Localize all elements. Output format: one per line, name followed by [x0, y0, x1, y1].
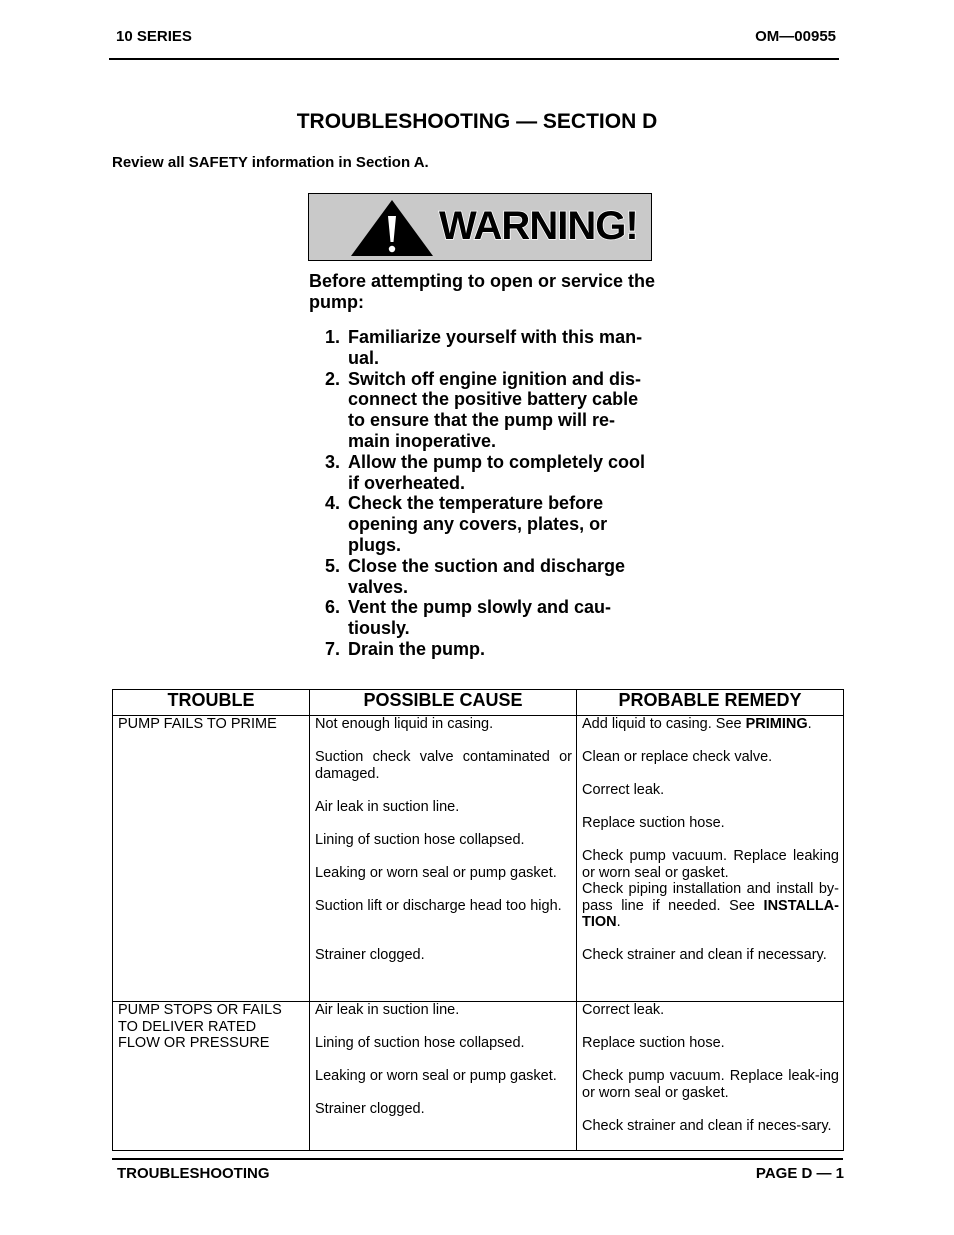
cause-item: Suction check valve contaminated or damaged. [315, 749, 572, 782]
cause-item: Suction lift or discharge head too high. [315, 897, 562, 914]
header-series: 10 SERIES [116, 28, 192, 45]
remedy-text: Correct leak. [582, 1002, 665, 1018]
trouble-cell: PUMP STOPS OR FAILS TO DELIVER RATED FLOW OR PRESSURE [113, 1002, 310, 1151]
cause-item: Air leak in suction line. [315, 798, 460, 815]
cause-item: Air leak in suction line. [315, 1002, 460, 1018]
remedy-item [582, 782, 839, 799]
remedy-text-end: . [616, 914, 621, 930]
review-note: Review all SAFETY information in Section A. [112, 154, 429, 171]
table-header-row [113, 690, 844, 716]
warning-step-number: 6. [325, 597, 341, 618]
warning-intro: Before attempting to open or service the pump: [309, 271, 656, 312]
remedy-item [582, 881, 839, 931]
remedy-section-reference: PRIMING [745, 716, 808, 732]
remedy-section-reference: INSTALLA-TION [582, 897, 839, 930]
cause-item: Lining of suction hose collapsed. [315, 1035, 525, 1051]
remedy-item [582, 947, 839, 964]
warning-banner [308, 193, 652, 261]
remedy-text: Add liquid to casing. See [582, 716, 746, 732]
warning-step-text: Drain the pump. [348, 638, 486, 659]
warning-step [309, 327, 669, 369]
warning-step-number: 7. [325, 638, 341, 659]
footer-rule [112, 1158, 843, 1160]
remedy-cell [577, 1002, 844, 1151]
cause-cell [310, 716, 577, 1002]
table-row [113, 716, 844, 1002]
remedy-item [582, 815, 839, 832]
warning-step-text: Close the suction and discharge valves. [348, 555, 626, 597]
warning-triangle-icon [349, 198, 435, 258]
warning-step-number: 4. [325, 493, 341, 514]
cause-item: Lining of suction hose collapsed. [315, 831, 525, 848]
header-possible-cause: POSSIBLE CAUSE [310, 690, 577, 716]
warning-step-number: 5. [325, 555, 341, 576]
remedy-item [582, 1035, 839, 1052]
cause-item: Not enough liquid in casing. [315, 716, 494, 732]
trouble-cell: PUMP FAILS TO PRIME [113, 716, 310, 1002]
cause-item: Leaking or worn seal or pump gasket. [315, 1068, 557, 1084]
cause-item: Strainer clogged. [315, 1101, 425, 1117]
warning-step-number: 1. [325, 327, 341, 347]
cause-item: Leaking or worn seal or pump gasket. [315, 864, 557, 881]
remedy-item [582, 716, 839, 733]
warning-step [309, 639, 669, 660]
warning-step [309, 452, 669, 494]
remedy-item [582, 848, 839, 881]
warning-word: WARNING! [439, 204, 638, 248]
warning-step-text: Switch off engine ignition and dis- connect the positive battery cable to ensure that the pump will re- main inoperative. [348, 368, 641, 451]
warning-steps [309, 327, 669, 660]
remedy-text: Replace suction hose. [582, 815, 725, 831]
remedy-text: Check piping installation and install by-pass line if needed. See [582, 881, 839, 914]
warning-step [309, 556, 669, 598]
cause-item: Strainer clogged. [315, 947, 425, 963]
header-probable-remedy: PROBABLE REMEDY [577, 690, 844, 716]
warning-step-text: Familiarize yourself with this man- ual. [348, 327, 643, 368]
remedy-text: Clean or replace check valve. [582, 749, 773, 765]
warning-step-text: Allow the pump to completely cool if overheated. [348, 451, 646, 493]
cause-cell [310, 1002, 577, 1151]
warning-step [309, 369, 669, 452]
remedy-text: Check strainer and clean if necessary. [582, 947, 827, 963]
header-rule [109, 58, 839, 60]
table-row [113, 1002, 844, 1151]
footer-page-number: PAGE D — 1 [755, 1165, 844, 1182]
warning-step [309, 597, 669, 639]
remedy-item [582, 1002, 839, 1019]
remedy-text: Check strainer and clean if neces-sary. [582, 1117, 832, 1134]
remedy-text: Check pump vacuum. Replace leak-ing or worn seal or gasket. [582, 1068, 839, 1101]
remedy-text-end: . [807, 716, 812, 732]
remedy-item [582, 1118, 839, 1135]
warning-step [309, 493, 669, 555]
remedy-text: Replace suction hose. [582, 1035, 725, 1051]
warning-step-text: Vent the pump slowly and cau- tiously. [348, 597, 612, 639]
page-title: TROUBLESHOOTING — SECTION D [296, 110, 658, 133]
header-doc-number: OM—00955 [755, 28, 836, 45]
warning-step-text: Check the temperature before opening any covers, plates, or plugs. [348, 493, 608, 555]
footer-section: TROUBLESHOOTING [117, 1165, 270, 1182]
troubleshooting-table [112, 689, 844, 1151]
remedy-cell [577, 716, 844, 1002]
remedy-text: Check pump vacuum. Replace leaking or worn seal or gasket. [582, 848, 839, 881]
warning-step-number: 3. [325, 451, 341, 472]
remedy-text: Correct leak. [582, 782, 665, 798]
header-trouble: TROUBLE [113, 690, 310, 716]
remedy-item [582, 1068, 839, 1101]
warning-step-number: 2. [325, 368, 341, 389]
remedy-item [582, 749, 839, 766]
